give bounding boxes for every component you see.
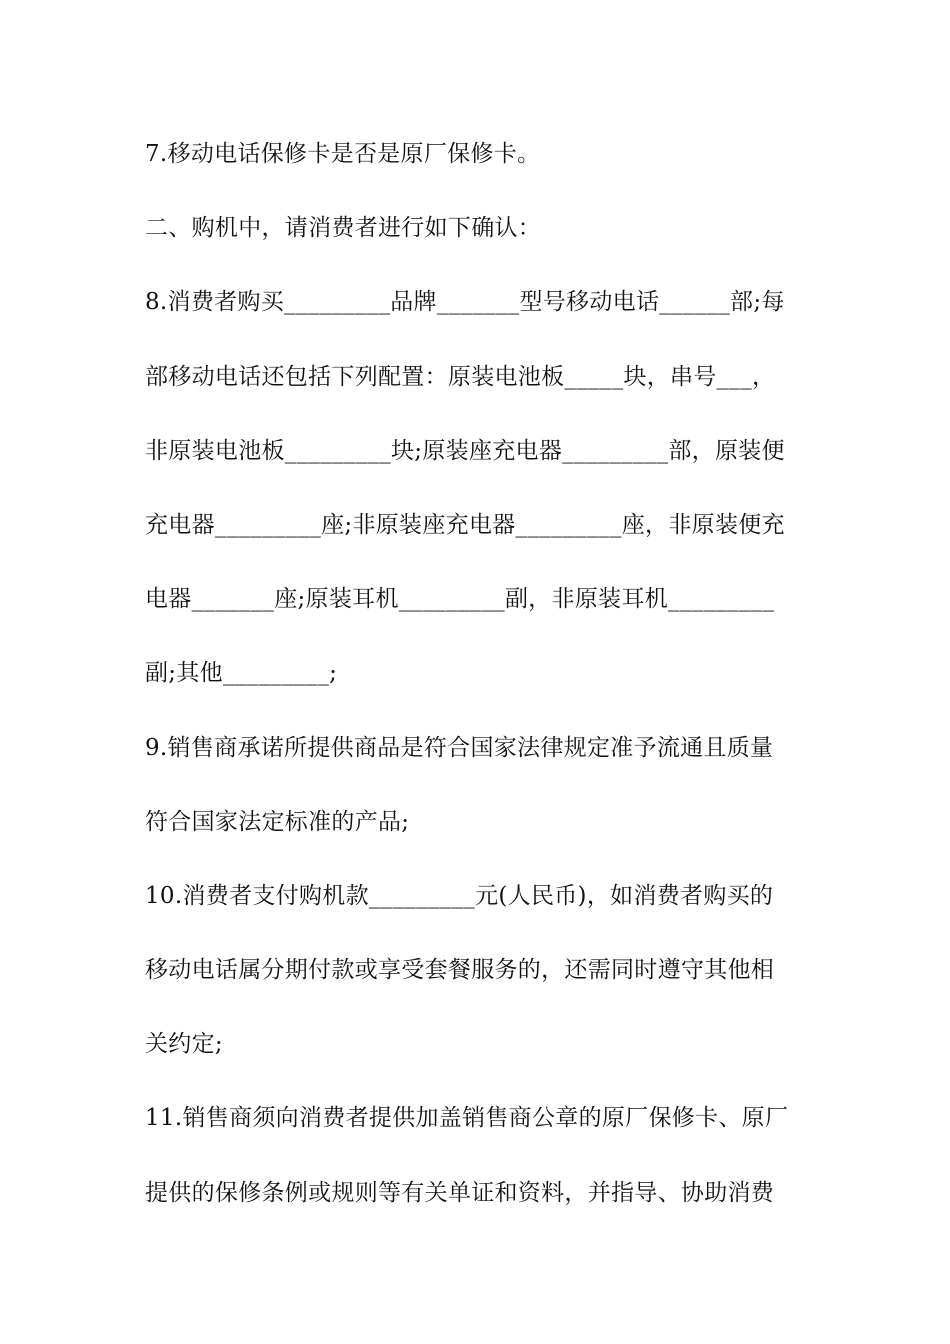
- text-line-item-8-d: 充电器_________座;非原装座充电器_________座，非原装便充: [145, 511, 785, 538]
- text-line-item-8-e: 电器_______座;原装耳机_________副，非原装耳机_________: [145, 586, 775, 613]
- text-line-item-8-b: 部移动电话还包括下列配置：原装电池板_____块，串号___，: [145, 363, 776, 390]
- text-line-item-7: 7.移动电话保修卡是否是原厂保修卡。: [145, 141, 541, 167]
- document-body: [145, 124, 810, 1237]
- text-line-item-10-a: 10.消费者支付购机款_________元(人民币)，如消费者购买的: [145, 882, 774, 909]
- text-line-item-8-f: 副;其他_________;: [145, 660, 338, 687]
- text-line-item-8-c: 非原装电池板_________块;原装座充电器_________部，原装便: [145, 437, 785, 464]
- text-line-item-10-c: 关约定;: [145, 1031, 223, 1058]
- section-heading-purchase: 二、购机中，请消费者进行如下确认：: [145, 215, 542, 242]
- text-line-item-9-a: 9.销售商承诺所提供商品是符合国家法律规定准予流通且质量: [145, 734, 774, 761]
- text-line-item-10-b: 移动电话属分期付款或享受套餐服务的，还需同时遵守其他相: [145, 957, 775, 984]
- text-line-item-8-a: 8.消费者购买_________品牌_______型号移动电话______部;每: [145, 289, 785, 316]
- text-line-item-11-b: 提供的保修条例或规则等有关单证和资料，并指导、协助消费: [145, 1179, 775, 1206]
- text-line-item-9-b: 符合国家法定标准的产品;: [145, 808, 410, 835]
- text-line-item-11-a: 11.销售商须向消费者提供加盖销售商公章的原厂保修卡、原厂: [145, 1105, 789, 1132]
